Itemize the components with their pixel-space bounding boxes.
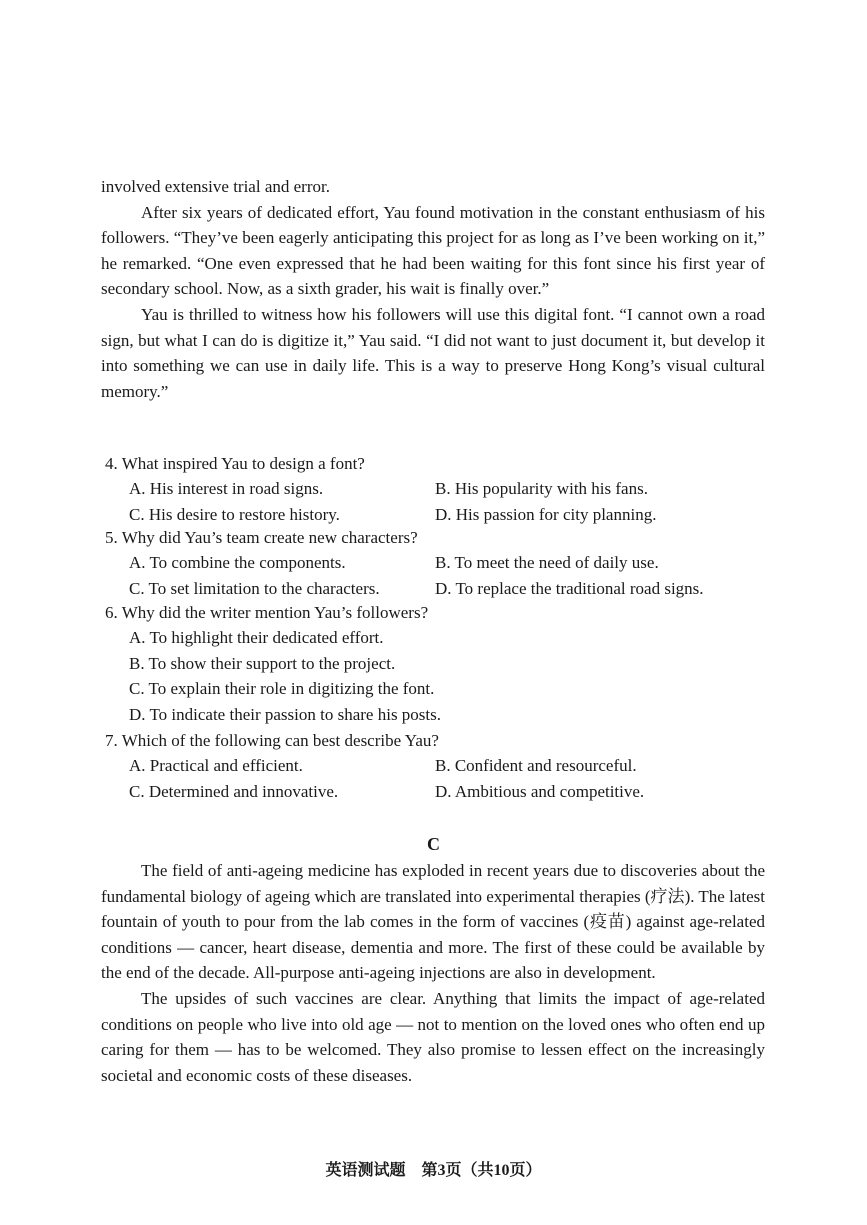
option-a: A. Practical and efficient.	[129, 756, 303, 776]
option-d: D. To replace the traditional road signs.	[435, 578, 704, 598]
question-stem: 6. Why did the writer mention Yau’s followers?	[105, 603, 429, 622]
question-4	[105, 451, 765, 527]
option-b: B. His popularity with his fans.	[435, 479, 648, 499]
page-footer: 英语测试题 第3页（共10页）	[325, 1162, 542, 1179]
option-c: C. Determined and innovative.	[129, 781, 339, 801]
option-b: B. Confident and resourceful.	[435, 756, 637, 776]
option-d: D. To indicate their passion to share his posts.	[129, 704, 442, 724]
section-heading: C	[427, 834, 440, 854]
paragraph: The upsides of such vaccines are clear. Anything that limits the impact of age-related conditions on people who live into old age — not to mention on the loved ones who often end up caring for them — has to be welcomed. They also promise to lessen effect on the increasingly societal and economic costs of these diseases.	[101, 988, 765, 1085]
question-stem: 5. Why did Yau’s team create new characters?	[105, 528, 418, 547]
paragraph: involved extensive trial and error.	[101, 177, 330, 196]
option-a: A. To highlight their dedicated effort.	[129, 628, 384, 648]
option-d: D. His passion for city planning.	[435, 504, 657, 524]
option-a: A. His interest in road signs.	[129, 479, 324, 499]
option-b: B. To meet the need of daily use.	[435, 553, 659, 573]
option-a: A. To combine the components.	[129, 553, 346, 573]
question-7	[105, 728, 765, 804]
question-6	[105, 600, 765, 727]
option-c: C. To explain their role in digitizing the font.	[129, 679, 435, 699]
passage-c	[101, 858, 765, 1088]
question-stem: 4. What inspired Yau to design a font?	[105, 454, 365, 473]
question-5	[105, 525, 765, 601]
option-c: C. To set limitation to the characters.	[129, 578, 380, 598]
paragraph: Yau is thrilled to witness how his followers will use this digital font. “I cannot own a road sign, but what I can do is digitize it,” Yau said. “I did not want to just document it, but develop it into something we can use in daily life. This is a way to preserve Hong Kong’s visual cultural memory.”	[101, 304, 765, 401]
option-c: C. His desire to restore history.	[129, 504, 340, 524]
option-b: B. To show their support to the project.	[129, 653, 396, 673]
option-d: D. Ambitious and competitive.	[435, 781, 645, 801]
paragraph: After six years of dedicated effort, Yau found motivation in the constant enthusiasm of his followers. “They’ve been eagerly anticipating this project for as long as I’ve been working on it,” he remarked. “One even expressed that he had been waiting for this font since his first year of secondary school. Now, as a sixth grader, his wait is finally over.”	[101, 202, 765, 299]
question-stem: 7. Which of the following can best describe Yau?	[105, 731, 439, 750]
passage-b-ending	[101, 174, 765, 404]
paragraph: The field of anti-ageing medicine has exploded in recent years due to discoveries about the fundamental biology of ageing which are translated into experimental therapies (疗法). The latest fountain of youth to pour from the lab comes in the form of vaccines (疫苗) against age-related conditions — cancer, heart disease, dementia and more. The first of these could be available by the end of the decade. All-purpose anti-ageing injections are also in development.	[101, 861, 765, 983]
